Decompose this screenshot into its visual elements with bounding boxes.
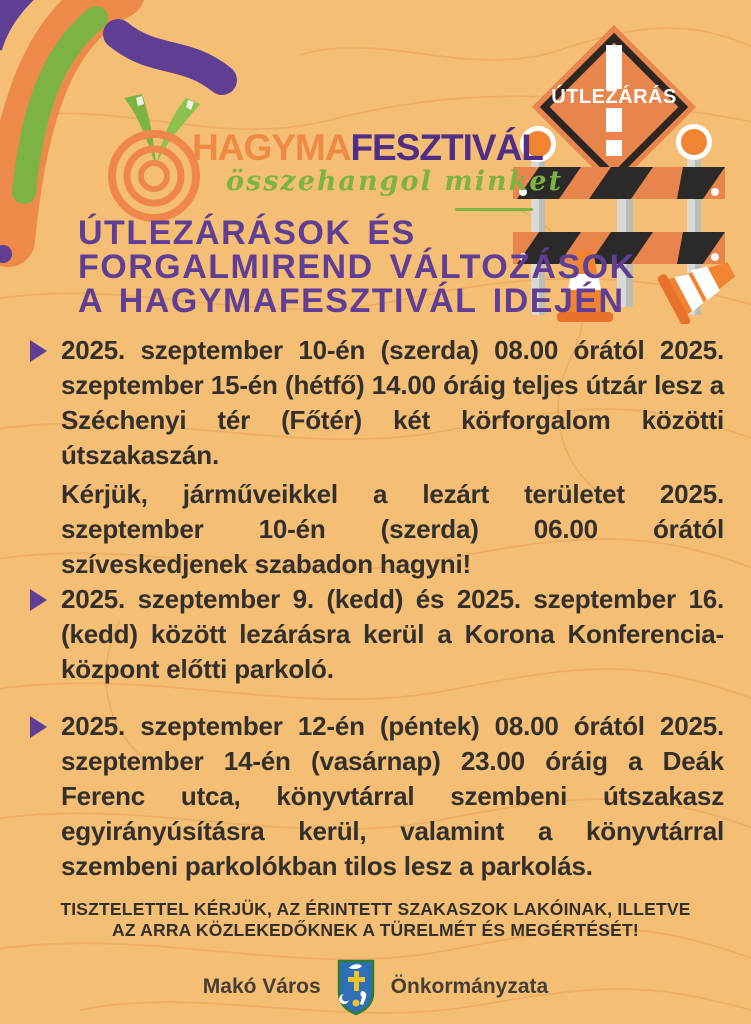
footer-org-label: Önkormányzata (390, 975, 549, 998)
footer-city-label: Makó Város (202, 975, 321, 998)
bullet-3-text: 2025. szeptember 12-én (péntek) 08.00 órától 2025. szeptember 14-én (vasárnap) 23.00 óráig a Deák Ferenc utca, könyvtárral szembeni útszakasz egyirányúsításra kerül, valamint a könyvtárral szembeni parkolókban tilos lesz a parkolás. (61, 711, 724, 881)
slogan-swash-line (455, 208, 533, 211)
mako-coat-of-arms (335, 958, 377, 1016)
headline-line3: A HAGYMAFESZTIVÁL IDEJÉN (78, 282, 625, 320)
closing-line1: TISZTELETTEL KÉRJÜK, AZ ÉRINTETT SZAKASZOK LAKÓINAK, ILLETVE (60, 899, 691, 919)
brand-hagyma: HAGYMA (192, 127, 351, 168)
brand-fesztival: FESZTIVÁL (350, 127, 543, 168)
bullet-triangle-icon (30, 340, 47, 362)
utlezaras-diamond-sign (532, 25, 696, 189)
sign-label-text: ÚTLEZÁRÁS (551, 86, 677, 108)
headline-line2: FORGALMIREND VÁLTOZÁSOK (78, 248, 636, 286)
brand-slogan: összehangol minket (226, 166, 564, 197)
bullet-triangle-icon (30, 716, 47, 738)
bullet-item-2 (30, 582, 724, 687)
brand-wordmark (192, 127, 543, 169)
bullet-triangle-icon (30, 589, 47, 611)
bullet-2-text: 2025. szeptember 9. (kedd) és 2025. szeptember 16. (kedd) között lezárásra kerül a Korona Konferencia-központ előtti parkoló. (61, 584, 724, 684)
headline-line1: ÚTLEZÁRÁSOK ÉS (78, 214, 416, 252)
body-copy (30, 333, 724, 884)
poster-headline (78, 216, 636, 318)
bullet-1-text: 2025. szeptember 10-én (szerda) 08.00 órától 2025. szeptember 15-én (hétfő) 14.00 óráig teljes útzár lesz a Széchenyi tér (Főtér) két körforgalom közötti útszakaszán. (61, 335, 724, 470)
closing-request (0, 899, 751, 941)
bullet-1-note: Kérjük, járműveikkel a lezárt területet 2025. szeptember 10-én (szerda) 06.00 órától szíveskedjenek szabadon hagyni! (61, 479, 724, 579)
bullet-item-3 (30, 709, 724, 884)
bullet-item-1 (30, 333, 724, 473)
closing-line2: AZ ARRA KÖZLEKEDŐKNEK A TÜRELMÉT ÉS MEGÉRTÉSÉT! (112, 920, 639, 940)
footer (0, 958, 751, 1016)
